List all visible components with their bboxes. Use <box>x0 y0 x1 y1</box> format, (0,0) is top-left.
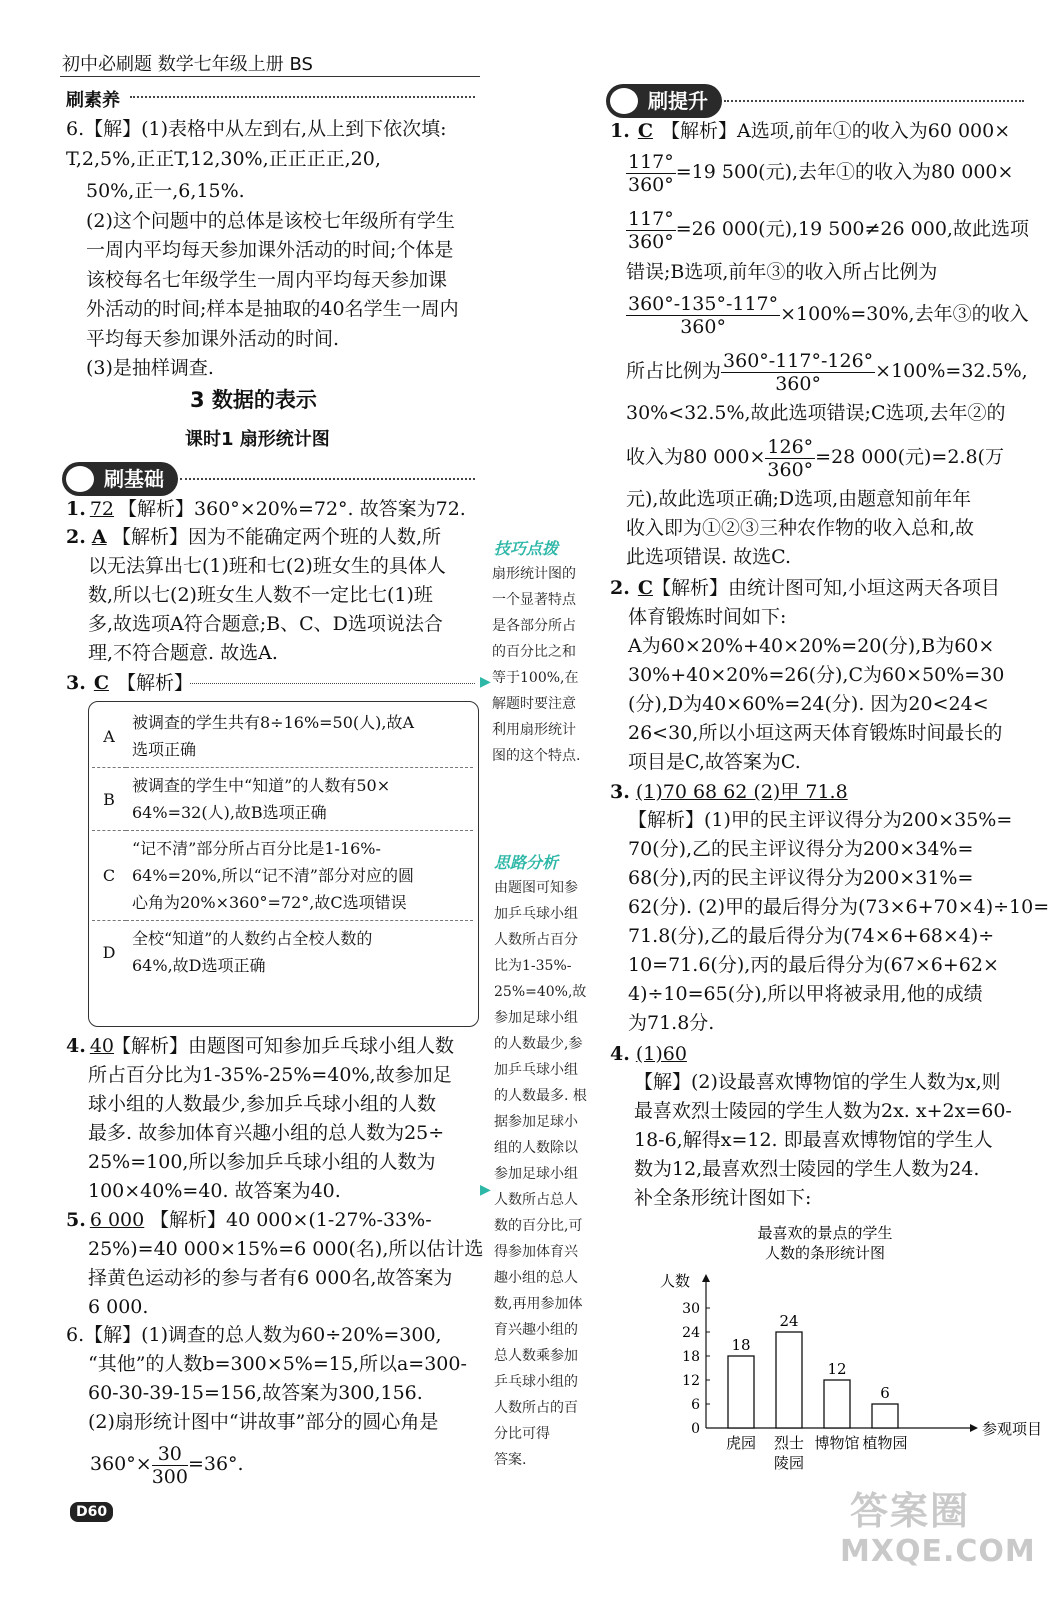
text-line: 平均每天参加课外活动的时间. <box>86 327 340 350</box>
option-row <box>92 768 473 831</box>
fraction-numerator: 126° <box>767 435 814 458</box>
data-label: 12 <box>827 1360 847 1378</box>
chart-title: 最喜欢的景点的学生 <box>757 1224 893 1242</box>
text-line: 70(分),乙的民主评议得分为200×34%= <box>628 838 974 860</box>
text-line: 【解析】40 000×(1-27%-33%- <box>150 1209 432 1231</box>
fraction-numerator: 360°-135°-117° <box>628 292 779 315</box>
tip-line: 组的人数除以 <box>494 1140 578 1156</box>
q3-num: 3. <box>66 672 86 694</box>
y-tick-label: 24 <box>682 1325 700 1341</box>
text-line: (2)扇形统计图中“讲故事”部分的圆心角是 <box>88 1411 439 1433</box>
text-line: A为60×20%+40×20%=20(分),B为60× <box>628 635 995 657</box>
r1-l5 <box>626 290 1029 338</box>
text-line: 多,故选项A符合题意;B、C、D选项说法合 <box>88 613 443 635</box>
q2-head <box>66 524 113 551</box>
header-rule <box>60 76 480 77</box>
tip-line: 趣小组的总人 <box>494 1270 578 1286</box>
tip-line: 据参加足球小 <box>494 1114 578 1130</box>
q5-num: 5. <box>66 1209 86 1231</box>
r3-num: 3. <box>610 781 630 803</box>
text-line: 数为12,最喜欢烈士陵园的学生人数为24. <box>634 1158 980 1180</box>
option-line: 全校“知道”的人数约占全校人数的 <box>132 929 373 948</box>
divider <box>180 478 475 480</box>
q2-answer: A <box>91 526 107 548</box>
r1-text: =26 000(元),19 500≠26 000,故此选项 <box>675 218 1029 240</box>
text-line: 26<30,所以小垣这两天体育锻炼时间最长的 <box>628 722 1003 744</box>
text-line: 该校每名七年级学生一周内平均每天参加课 <box>86 268 448 291</box>
text-line: 所占百分比为1-35%-25%=40%,故参加足 <box>88 1064 452 1086</box>
r1-text: ×100%=30%,去年③的收入 <box>780 303 1029 325</box>
bar <box>824 1380 850 1428</box>
r2-answer: C <box>637 577 653 599</box>
section-label-sushang: 刷素养 <box>66 90 120 111</box>
fraction <box>626 208 676 253</box>
fraction <box>721 350 875 395</box>
r1-text: =19 500(元),去年①的收入为80 000× <box>675 161 1014 183</box>
tip2-title: 思路分析 <box>494 853 559 872</box>
r1-answer: C <box>637 120 653 142</box>
tip-line: 人数所占的百 <box>494 1400 578 1416</box>
fraction-numerator: 30 <box>152 1443 188 1466</box>
text-line: T,2,5%,正正T,12,30%,正正正正,20, <box>66 148 381 170</box>
option-letter: C <box>92 831 126 921</box>
fraction-denominator: 360° <box>680 315 726 338</box>
tip-line: 图的这个特点. <box>492 748 581 764</box>
text-line: 理,不符合题意. 故选A. <box>88 642 278 664</box>
fraction-denominator: 360° <box>775 372 821 395</box>
q6-last-pre: 360°× <box>90 1453 152 1475</box>
fraction <box>765 436 815 481</box>
option-line: 被调查的学生共有8÷16%=50(人),故A <box>132 713 415 732</box>
bar-chart <box>640 1220 1043 1480</box>
r1-text: 【解析】A选项,前年①的收入为60 000× <box>660 120 1011 142</box>
fraction-numerator: 117° <box>628 207 674 230</box>
text-line: 50%,正一,6,15%. <box>86 180 245 202</box>
option-text <box>126 831 473 921</box>
q1-answer: 72 <box>89 498 115 520</box>
banner-jichu <box>62 462 178 496</box>
option-letter: B <box>92 768 126 831</box>
text-line: (2)这个问题中的总体是该校七年级所有学生 <box>86 209 455 232</box>
option-line: 64%=20%,所以“记不清”部分对应的圆 <box>132 866 414 885</box>
r3-head <box>610 779 848 806</box>
tip-line: 25%=40%,故 <box>494 984 587 1000</box>
option-row <box>92 921 473 984</box>
fraction-denominator: 360° <box>767 458 814 481</box>
banner-label: 刷基础 <box>104 467 164 491</box>
text-line: 60-30-39-15=156,故答案为300,156. <box>88 1382 423 1404</box>
y-tick-label: 12 <box>682 1373 700 1389</box>
text-line: 6 000. <box>88 1296 149 1318</box>
text-line: 【解析】因为不能确定两个班的人数,所 <box>112 526 442 548</box>
tip-line: 的人数最多. 根 <box>494 1088 587 1104</box>
option-letter: D <box>102 942 116 962</box>
y-tick-label: 0 <box>691 1421 700 1437</box>
text-line: 一周内平均每天参加课外活动的时间;个体是 <box>86 239 454 261</box>
text-line: 100×40%=40. 故答案为40. <box>88 1180 341 1202</box>
y-tick-label: 30 <box>682 1301 700 1317</box>
text-line: 6.【解】(1)表格中从左到右,从上到下依次填: <box>66 118 447 140</box>
option-row <box>92 831 473 921</box>
tip-line: 解题时要注意 <box>492 696 576 712</box>
text-line: 最多. 故参加体育兴趣小组的总人数为25÷ <box>88 1122 445 1144</box>
text-line: 以无法算出七(1)班和七(2)班女生的具体人 <box>88 555 446 577</box>
data-label: 18 <box>731 1336 751 1354</box>
q6-last-post: =36°. <box>187 1453 244 1475</box>
tip-line: 参加足球小组 <box>494 1010 578 1026</box>
r1-l9: 元),故此选项正确;D选项,由题意知前年年 <box>626 488 972 510</box>
text-line: 【解析】由统计图可知,小垣这两天各项目 <box>652 577 1001 599</box>
text-line: (3)是抽样调查. <box>86 357 214 379</box>
tip-line: 分比可得 <box>494 1426 550 1442</box>
text-line: 球小组的人数最少,参加乒乓球小组的人数 <box>88 1093 437 1115</box>
section-title: 3 数据的表示 <box>190 388 317 412</box>
option-line: 被调查的学生中“知道”的人数有50× <box>132 776 391 795</box>
option-text <box>126 768 473 831</box>
text-line: 68(分),丙的民主评议得分为200×31%= <box>628 867 974 889</box>
tip-line: 加乒乓球小组 <box>494 1062 578 1078</box>
lesson-title: 课时1 扇形统计图 <box>185 429 330 450</box>
y-tick-label: 6 <box>691 1397 700 1413</box>
y-axis-label: 人数 <box>660 1272 691 1290</box>
text-line: 30%+40×20%=26(分),C为60×50%=30 <box>628 664 1005 686</box>
q6-last-line <box>90 1440 244 1488</box>
q1-text: 【解析】360°×20%=72°. 故答案为72. <box>118 498 466 520</box>
arrow-icon: ▶ <box>480 674 491 690</box>
text-line: 【解】(2)设最喜欢博物馆的学生人数为x,则 <box>634 1071 1001 1093</box>
tip-line: 加乒乓球小组 <box>494 906 578 922</box>
fraction <box>626 293 780 338</box>
bar <box>728 1356 754 1428</box>
bar <box>776 1332 802 1428</box>
option-letter: A <box>92 705 126 768</box>
text-line: 62(分). (2)甲的最后得分为(73×6+70×4)÷10= <box>628 896 1049 918</box>
tip-line: 总人数乘参加 <box>494 1348 578 1364</box>
page-number: D60 <box>70 1502 113 1522</box>
text-line: 体育锻炼时间如下: <box>628 606 787 628</box>
fraction-denominator: 360° <box>628 173 674 196</box>
fraction-denominator: 360° <box>628 230 674 253</box>
q3-head <box>66 670 193 697</box>
tip-line: 的百分比之和 <box>492 644 576 660</box>
fraction-denominator: 300 <box>151 1465 188 1488</box>
chart-title: 人数的条形统计图 <box>764 1244 886 1262</box>
divider <box>130 96 475 98</box>
tip-line: 是各部分所占 <box>492 618 576 634</box>
r1-l11: 此选项错误. 故选C. <box>626 546 791 568</box>
q4-num: 4. <box>66 1035 86 1057</box>
divider <box>724 100 1024 102</box>
text-line: 25%=100,所以参加乒乓球小组的人数为 <box>88 1151 436 1173</box>
option-line: 选项正确 <box>132 740 197 759</box>
tip-line: 一个显著特点 <box>492 592 576 608</box>
text-line: 【解析】(1)甲的民主评议得分为200×35%= <box>628 809 1013 831</box>
bar <box>872 1404 898 1428</box>
q1-num: 1. <box>66 498 86 520</box>
x-axis-arrow-icon <box>970 1424 978 1432</box>
q4-answer: 40 <box>89 1035 115 1057</box>
r1-l2 <box>626 148 1013 196</box>
watermark-url: MXQE.COM <box>840 1534 1036 1569</box>
r1-l7: 30%<32.5%,故此选项错误;C选项,去年②的 <box>626 402 1006 424</box>
tip-line: 答案. <box>494 1452 527 1468</box>
option-text <box>126 705 473 768</box>
r2-num: 2. <box>610 577 630 599</box>
x-tick-label: 陵园 <box>773 1454 805 1472</box>
data-label: 24 <box>779 1312 799 1330</box>
q5-head <box>66 1207 148 1234</box>
q4-head <box>66 1033 118 1060</box>
tip1-title: 技巧点拨 <box>494 539 559 558</box>
text-line: 外活动的时间;样本是抽取的40名学生一周内 <box>86 298 459 320</box>
tip-line: 乒乓球小组的 <box>494 1374 578 1390</box>
r3-answer: (1)70 68 62 (2)甲 71.8 <box>635 781 848 803</box>
tip-line: 得参加体育兴 <box>494 1244 578 1260</box>
x-tick-label: 植物园 <box>862 1434 908 1452</box>
text-line: “其他”的人数b=300×5%=15,所以a=300- <box>88 1353 467 1375</box>
fraction-numerator: 117° <box>628 150 674 173</box>
y-tick-label: 18 <box>682 1349 700 1365</box>
text-line: (分),D为40×60%=24(分). 因为20<24< <box>628 693 989 715</box>
text-line: 数,所以七(2)班女生人数不一定比七(1)班 <box>88 584 433 606</box>
tip-line: 数,再用参加体 <box>494 1296 583 1312</box>
r1-l1 <box>610 118 1010 145</box>
r4-answer: (1)60 <box>635 1043 687 1065</box>
fraction <box>626 151 676 196</box>
x-tick-label: 虎园 <box>725 1434 757 1452</box>
x-tick-label: 博物馆 <box>814 1434 860 1452</box>
banner-tisheng <box>606 84 722 118</box>
text-line: 25%)=40 000×15%=6 000(名),所以估计选 <box>88 1238 484 1260</box>
y-axis-arrow-icon <box>702 1274 710 1282</box>
text-line: 择黄色运动衫的参与者有6 000名,故答案为 <box>88 1267 453 1289</box>
fraction-numerator: 360°-117°-126° <box>723 349 874 372</box>
r1-l10: 收入即为①②③三种农作物的收入总和,故 <box>626 517 975 539</box>
r1-l4: 错误;B选项,前年③的收入所占比例为 <box>626 261 938 283</box>
q3-options-table <box>92 705 473 983</box>
option-row <box>92 705 473 768</box>
r1-text: 收入为80 000× <box>626 446 766 468</box>
r4-head <box>610 1041 687 1068</box>
r1-l8 <box>626 433 1004 481</box>
watermark: 答案圈 <box>850 1489 971 1533</box>
r1-l3 <box>626 205 1029 253</box>
divider <box>190 683 475 684</box>
text-line: 4)÷10=65(分),所以甲将被录用,他的成绩 <box>628 983 983 1005</box>
tip-line: 比为1-35%- <box>494 958 572 974</box>
q2-num: 2. <box>66 526 86 548</box>
r1-text: =28 000(元)=2.8(万 <box>815 446 1004 468</box>
brush-icon <box>66 466 94 492</box>
q5-answer: 6 000 <box>89 1209 145 1231</box>
text-line: 项目是C,故答案为C. <box>628 751 801 773</box>
text-line: 【解析】由题图可知参加乒乓球小组人数 <box>112 1035 455 1057</box>
tip-line: 利用扇形统计 <box>492 722 576 738</box>
option-line: “记不清”部分所占百分比是1-16%- <box>132 839 381 858</box>
q1 <box>66 496 466 523</box>
tip-line: 参加足球小组 <box>494 1166 578 1182</box>
tip-line: 育兴趣小组的 <box>494 1322 578 1338</box>
fraction <box>152 1443 188 1488</box>
arrow-icon: ▶ <box>480 1182 491 1198</box>
text-line: 补全条形统计图如下: <box>634 1187 812 1209</box>
data-label: 6 <box>880 1384 890 1402</box>
text-line: 6.【解】(1)调查的总人数为60÷20%=300, <box>66 1324 442 1346</box>
x-tick-label: 烈士 <box>773 1434 805 1452</box>
tip-line: 等于100%,在 <box>492 670 579 686</box>
page-header: 初中必刷题 数学七年级上册 BS <box>62 54 313 75</box>
option-line: 64%,故D选项正确 <box>132 956 266 975</box>
q3-label: 【解析】 <box>116 672 193 694</box>
tip-line: 人数所占百分 <box>494 932 578 948</box>
text-line: 18-6,解得x=12. 即最喜欢博物馆的学生人 <box>634 1129 993 1151</box>
banner-label: 刷提升 <box>648 89 708 113</box>
text-line: 最喜欢烈士陵园的学生人数为2x. x+2x=60- <box>634 1100 1012 1122</box>
text-line: 10=71.6(分),丙的最后得分为(67×6+62× <box>628 954 999 976</box>
r1-text: 所占比例为 <box>626 360 722 382</box>
tip-line: 人数所占总人 <box>494 1192 578 1208</box>
q3-answer: C <box>93 672 109 694</box>
option-line: 64%=32(人),故B选项正确 <box>132 803 327 822</box>
x-axis-label: 参观项目 <box>982 1420 1043 1438</box>
r1-l6 <box>626 347 1028 395</box>
r1-text: ×100%=32.5%, <box>875 360 1028 382</box>
option-line: 心角为20%×360°=72°,故C选项错误 <box>132 893 407 912</box>
tip-line: 的人数最少,参 <box>494 1036 583 1052</box>
tip-line: 数的百分比,可 <box>494 1218 583 1234</box>
option-text <box>126 921 473 984</box>
text-line: 为71.8分. <box>628 1012 715 1034</box>
text-line: 71.8(分),乙的最后得分为(74×6+68×4)÷ <box>628 925 995 947</box>
r4-num: 4. <box>610 1043 630 1065</box>
tip-line: 由题图可知参 <box>494 880 578 896</box>
tip-line: 扇形统计图的 <box>492 566 576 582</box>
brush-icon <box>610 88 638 114</box>
r1-num: 1. <box>610 120 630 142</box>
